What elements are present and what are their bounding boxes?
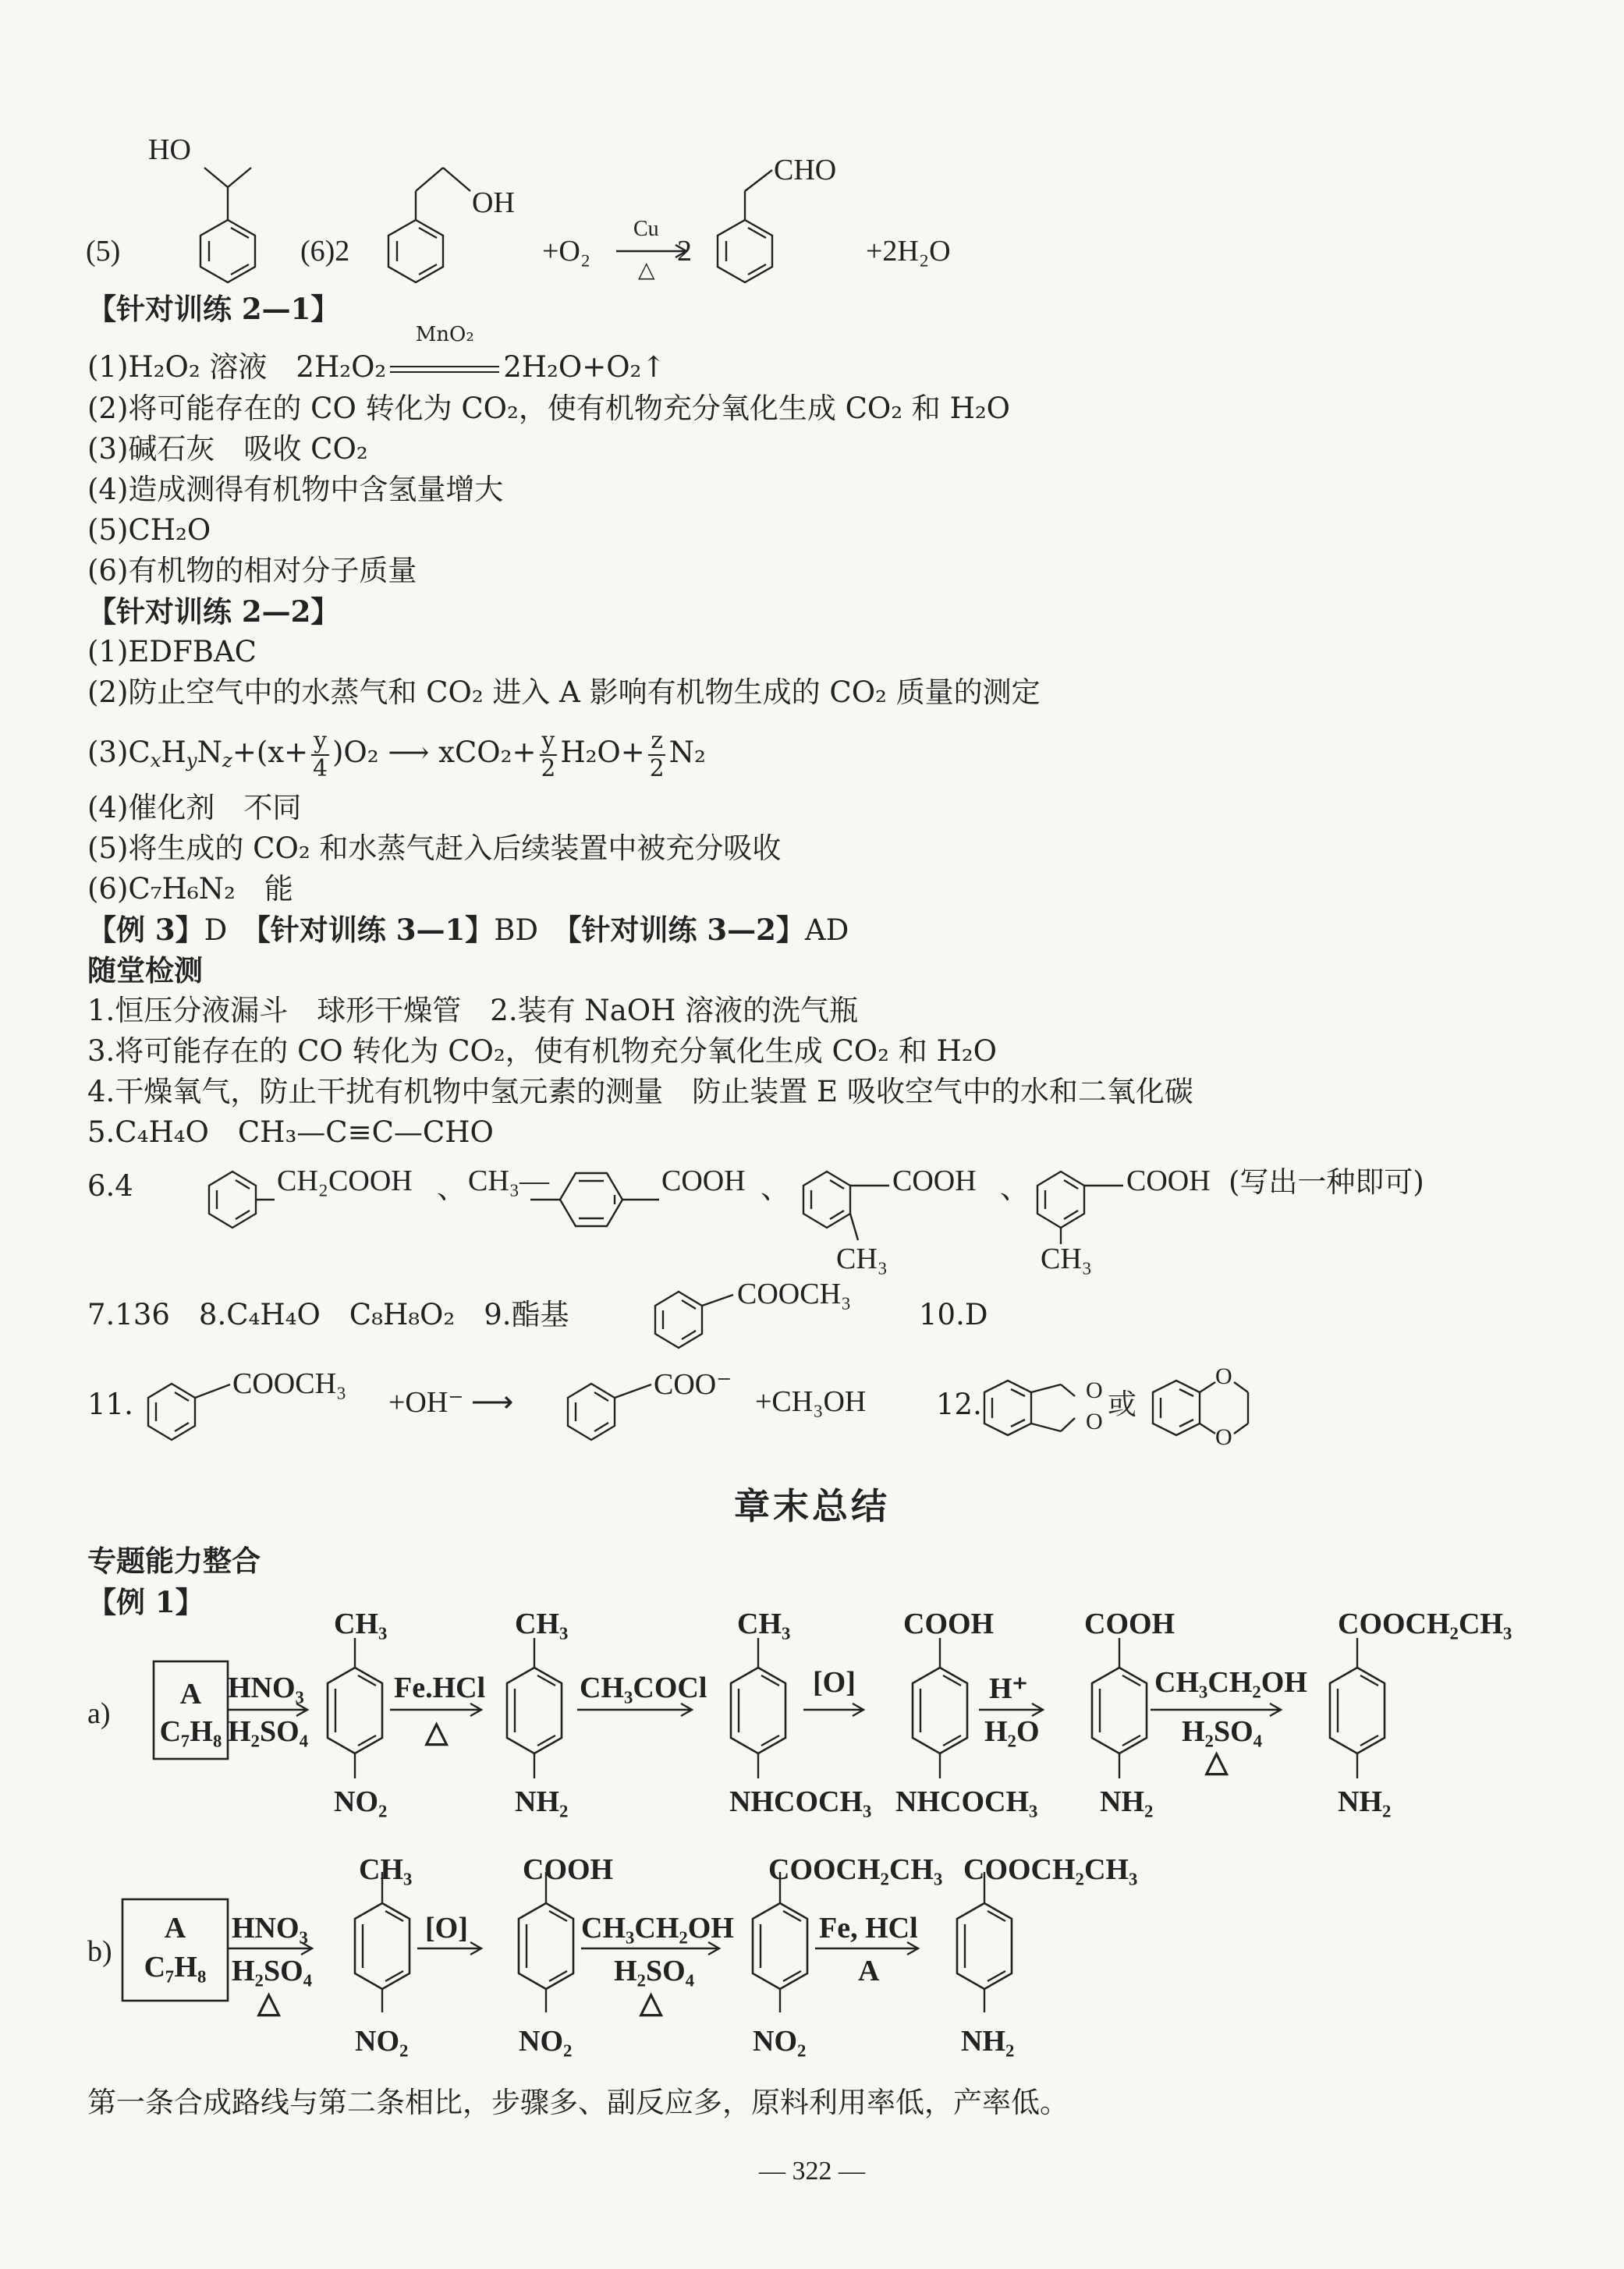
- quiz-6-note: (写出一种即可): [1229, 1165, 1424, 1199]
- ra-r3-top: CH₃COCl: [580, 1672, 707, 1704]
- ra-r2-bot: △: [425, 1716, 449, 1749]
- ra-m5-bot: NH₂: [1100, 1785, 1154, 1818]
- quiz-12-or: 或: [1108, 1388, 1136, 1421]
- ra-m6-top: COOCH₂CH₃: [1338, 1608, 1512, 1640]
- ra-r6-bot2: △: [1205, 1746, 1229, 1778]
- rb-r1-bot2: △: [257, 1987, 281, 2019]
- section-header-2-1: 【针对训练 2—1】: [87, 292, 340, 326]
- route-b-box-formula: C₇H₈: [144, 1951, 207, 1984]
- answer-2-1-5: (5)CH₂O: [87, 513, 211, 547]
- structure-2-phenylethanol: [388, 168, 515, 282]
- plus-o2: +O₂: [542, 235, 591, 268]
- ra-r6-bot: H₂SO₄: [1182, 1715, 1263, 1748]
- s2-ch3: CH₃—: [468, 1165, 550, 1197]
- s3-cooh: COOH: [892, 1165, 977, 1197]
- route-b-label: b): [87, 1935, 112, 1968]
- o-label-1: O: [1086, 1377, 1103, 1403]
- answer-2-2-5: (5)将生成的 CO₂ 和水蒸气赶入后续装置中被充分吸收: [87, 831, 782, 865]
- example-3-answers: 【例 3】D 【针对训练 3—1】BD 【针对训练 3—2】AD: [87, 913, 849, 947]
- q11-plus-oh: +OH⁻ ⟶: [388, 1386, 514, 1419]
- answer-2-2-1: (1)EDFBAC: [87, 635, 257, 668]
- rb-r4-top: Fe, HCl: [819, 1912, 918, 1945]
- ra-m1-bot: NO₂: [334, 1785, 388, 1818]
- quiz-answer-5: 5.C₄H₄O CH₃—C≡C—CHO: [87, 1115, 494, 1149]
- answer-2-1-2: (2)将可能存在的 CO 转化为 CO₂，使有机物充分氧化生成 CO₂ 和 H₂O: [87, 392, 1011, 425]
- ra-m1-top: CH₃: [334, 1608, 388, 1640]
- quiz-answer-1-2: 1.恒压分液漏斗 球形干燥管 2.装有 NaOH 溶液的洗气瓶: [87, 994, 859, 1027]
- quiz-answer-3: 3.将可能存在的 CO 转化为 CO₂，使有机物充分氧化生成 CO₂ 和 H₂O: [87, 1034, 997, 1068]
- quiz-12-number: 12.: [936, 1388, 982, 1421]
- ho-label: HO: [148, 133, 191, 166]
- s4-cooh: COOH: [1126, 1165, 1211, 1197]
- ra-m3-top: CH₃: [737, 1608, 791, 1640]
- quiz-answer-4: 4.干燥氧气，防止干扰有机物中氢元素的测量 防止装置 E 吸收空气中的水和二氧化碳: [87, 1075, 1193, 1108]
- ra-m4-top: COOH: [903, 1608, 995, 1640]
- s1-ch2cooh: CH₂COOH: [277, 1165, 413, 1197]
- mno2-catalyst: MnO₂: [415, 323, 474, 346]
- o-label-3: O: [1215, 1363, 1232, 1389]
- answer-2-1-6: (6)有机物的相对分子质量: [87, 554, 417, 587]
- ra-m4-bot: NHCOCH₃: [895, 1785, 1038, 1818]
- rb-m3-top: COOCH₂CH₃: [768, 1853, 943, 1886]
- rb-m4-bot: NH₂: [961, 2025, 1015, 2058]
- summary-subheading: 专题能力整合: [87, 1544, 261, 1578]
- route-a-box-a: A: [179, 1678, 202, 1711]
- rb-r1-bot: H₂SO₄: [232, 1955, 313, 1987]
- page-number: — 322 —: [759, 2157, 865, 2186]
- ra-r5-top: H⁺: [989, 1672, 1028, 1705]
- o-label-2: O: [1086, 1409, 1103, 1434]
- ra-m2-top: CH₃: [515, 1608, 569, 1640]
- rb-r3-bot: H₂SO₄: [614, 1955, 695, 1987]
- quiz-answer-10: 10.D: [919, 1298, 988, 1331]
- coef-2: 2: [677, 235, 692, 268]
- answer-2-1-1: (1)H₂O₂ 溶液 2H₂O₂ MnO₂ 2H₂O+O₂↑: [87, 323, 666, 384]
- conclusion-text: 第一条合成路线与第二条相比，步骤多、副反应多，原料利用率低，产率低。: [87, 2086, 1069, 2119]
- rb-r2-top: [O]: [425, 1912, 468, 1945]
- ra-r1-bot: H₂SO₄: [228, 1715, 309, 1748]
- answer-2-2-3-equation: $(3)C_xH_yN_z+(x+$ $\frac{y}{4}$ )O₂ ⟶ xCO₂+ $\frac{y}{2}$ H₂O+ $\frac{z}{2}$ N₂: [87, 727, 706, 782]
- rb-m1-top: CH₃: [359, 1853, 413, 1886]
- structure-phenylacetaldehyde: [718, 154, 836, 282]
- ra-m6-bot: NH₂: [1338, 1785, 1392, 1818]
- rb-r1-top: HNO₃: [232, 1912, 308, 1945]
- rb-r3-top: CH₃CH₂OH: [581, 1912, 734, 1945]
- rb-m2-top: COOH: [523, 1853, 614, 1886]
- q9-cooch3: COOCH₃: [737, 1278, 852, 1310]
- chapter-summary-title: 章末总结: [734, 1485, 890, 1527]
- sep-2: 、: [761, 1172, 791, 1205]
- quiz-11-number: 11.: [87, 1388, 133, 1421]
- rb-m4-top: COOCH₂CH₃: [963, 1853, 1138, 1886]
- s4-ch3: CH₃: [1041, 1243, 1093, 1275]
- answer-2-2-6: (6)C₇H₆N₂ 能: [87, 872, 293, 906]
- delta-label: △: [638, 258, 655, 282]
- ra-r5-bot: H₂O: [984, 1715, 1040, 1748]
- quiz-answer-7-9: 7.136 8.C₄H₄O C₈H₈O₂ 9.酯基: [87, 1298, 569, 1331]
- q11-plus-meoh: +CH₃OH: [755, 1385, 867, 1418]
- cho-label: CHO: [774, 154, 837, 186]
- item-5-label: (5): [86, 235, 121, 268]
- oh-label: OH: [472, 186, 515, 219]
- rb-m2-bot: NO₂: [519, 2025, 573, 2058]
- rb-r4-bot: A: [858, 1955, 880, 1987]
- answer-2-1-3: (3)碱石灰 吸收 CO₂: [87, 432, 368, 466]
- q11-cooch3: COOCH₃: [232, 1367, 347, 1400]
- sep-1: 、: [437, 1172, 467, 1205]
- route-b-box-a: A: [164, 1912, 186, 1945]
- quiz-answer-6-number: 6.4: [87, 1169, 133, 1203]
- cu-label: Cu: [633, 217, 659, 241]
- answer-2-2-2: (2)防止空气中的水蒸气和 CO₂ 进入 A 影响有机物生成的 CO₂ 质量的测定: [87, 675, 1041, 709]
- ra-r1-top: HNO₃: [228, 1672, 304, 1704]
- ra-r4-top: [O]: [813, 1666, 856, 1699]
- example-1-header: 【例 1】: [87, 1585, 204, 1619]
- rb-m3-bot: NO₂: [753, 2025, 807, 2058]
- route-a-box-formula: C₇H₈: [159, 1715, 222, 1748]
- answer-2-1-4: (4)造成测得有机物中含氢量增大: [87, 473, 504, 506]
- sep-3: 、: [1000, 1172, 1030, 1205]
- ra-r2-top: Fe.HCl: [394, 1672, 486, 1704]
- item-6-label: (6)2: [300, 235, 350, 268]
- top-structures: [0, 0, 1624, 296]
- q11-coo: COO⁻: [654, 1368, 732, 1401]
- ra-r6-top: CH₃CH₂OH: [1154, 1666, 1307, 1699]
- section-header-2-2: 【针对训练 2—2】: [87, 594, 340, 629]
- o-label-4: O: [1215, 1424, 1232, 1450]
- ra-m2-bot: NH₂: [515, 1785, 569, 1818]
- rb-r3-bot2: △: [640, 1987, 663, 2019]
- structure-1-phenylethanol: [148, 133, 255, 282]
- route-a-label: a): [87, 1697, 111, 1730]
- rb-m1-bot: NO₂: [355, 2025, 409, 2058]
- s3-ch3: CH₃: [836, 1243, 888, 1275]
- ra-m5-top: COOH: [1084, 1608, 1175, 1640]
- answer-2-2-4: (4)催化剂 不同: [87, 791, 302, 824]
- s2-cooh: COOH: [661, 1165, 746, 1197]
- plus-2h2o: +2H₂O: [866, 235, 951, 268]
- quiz-header: 随堂检测: [87, 953, 203, 987]
- ra-m3-bot: NHCOCH₃: [729, 1785, 872, 1818]
